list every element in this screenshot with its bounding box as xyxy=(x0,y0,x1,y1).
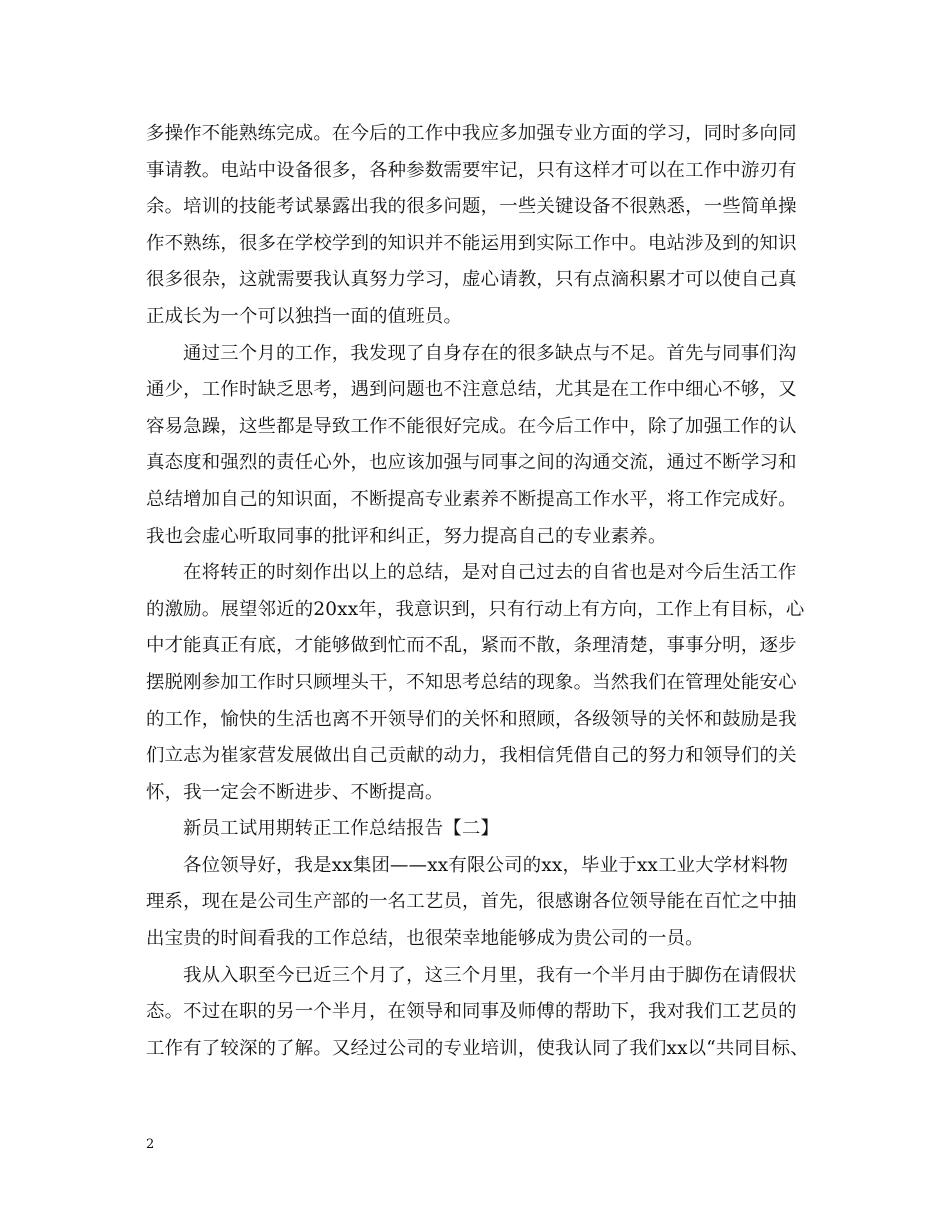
text-line: 作不熟练，很多在学校学到的知识并不能运用到实际工作中。电站涉及到的知识 xyxy=(146,232,797,254)
text-line: 很多很杂，这就需要我认真努力学习，虚心请教，只有点滴积累才可以使自己真 xyxy=(146,269,797,291)
text-line: 们立志为崔家营发展做出自己贡献的动力，我相信凭借自己的努力和领导们的关 xyxy=(146,745,797,767)
text-line: 容易急躁，这些都是导致工作不能很好完成。在今后工作中，除了加强工作的认 xyxy=(146,415,797,437)
text-line: 态。不过在职的另一个半月，在领导和同事及师傅的帮助下，我对我们工艺员的 xyxy=(146,1001,797,1023)
paragraph-first-line: 各位领导好，我是xx集团——xx有限公司的xx，毕业于xx工业大学材料物 xyxy=(183,854,789,876)
text-line: 真态度和强烈的责任心外，也应该加强与同事之间的沟通交流，通过不断学习和 xyxy=(146,452,797,474)
text-line: 的工作，愉快的生活也离不开领导们的关怀和照顾，各级领导的关怀和鼓励是我 xyxy=(146,708,797,730)
text-line: 中才能真正有底，才能够做到忙而不乱，紧而不散，条理清楚，事事分明，逐步 xyxy=(146,635,797,657)
text-line: 摆脱刚参加工作时只顾埋头干，不知思考总结的现象。当然我们在管理处能安心 xyxy=(146,671,797,693)
paragraph-first-line: 在将转正的时刻作出以上的总结，是对自己过去的自省也是对今后生活工作 xyxy=(183,562,797,584)
text-line: 事请教。电站中设备很多，各种参数需要牢记，只有这样才可以在工作中游刃有 xyxy=(146,159,797,181)
text-line: 的激励。展望邻近的20xx年，我意识到，只有行动上有方向，工作上有目标，心 xyxy=(146,598,805,620)
text-line: 工作有了较深的了解。又经过公司的专业培训，使我认同了我们xx以“共同目标、 xyxy=(146,1037,809,1059)
section-heading: 新员工试用期转正工作总结报告【二】 xyxy=(183,818,500,840)
document-body xyxy=(146,116,826,1067)
text-line: 余。培训的技能考试暴露出我的很多问题，一些关键设备不很熟悉，一些简单操 xyxy=(146,196,797,218)
text-line: 正成长为一个可以独挡一面的值班员。 xyxy=(146,305,463,327)
text-line: 通少，工作时缺乏思考，遇到问题也不注意总结，尤其是在工作中细心不够，又 xyxy=(146,379,797,401)
page-number: 2 xyxy=(146,1137,155,1152)
paragraph-first-line: 我从入职至今已近三个月了，这三个月里，我有一个半月由于脚伤在请假状 xyxy=(183,964,797,986)
text-line: 多操作不能熟练完成。在今后的工作中我应多加强专业方面的学习，同时多向同 xyxy=(146,123,797,144)
paragraph-first-line: 通过三个月的工作，我发现了自身存在的很多缺点与不足。首先与同事们沟 xyxy=(183,342,797,364)
text-line: 出宝贵的时间看我的工作总结，也很荣幸地能够成为贵公司的一员。 xyxy=(146,928,704,950)
text-line: 总结增加自己的知识面，不断提高专业素养不断提高工作水平，将工作完成好。 xyxy=(146,488,797,510)
text-line: 我也会虚心听取同事的批评和纠正，努力提高自己的专业素养。 xyxy=(146,525,667,547)
text-line: 理系，现在是公司生产部的一名工艺员，首先，很感谢各位领导能在百忙之中抽 xyxy=(146,891,797,913)
text-line: 怀，我一定会不断进步、不断提高。 xyxy=(146,781,444,803)
